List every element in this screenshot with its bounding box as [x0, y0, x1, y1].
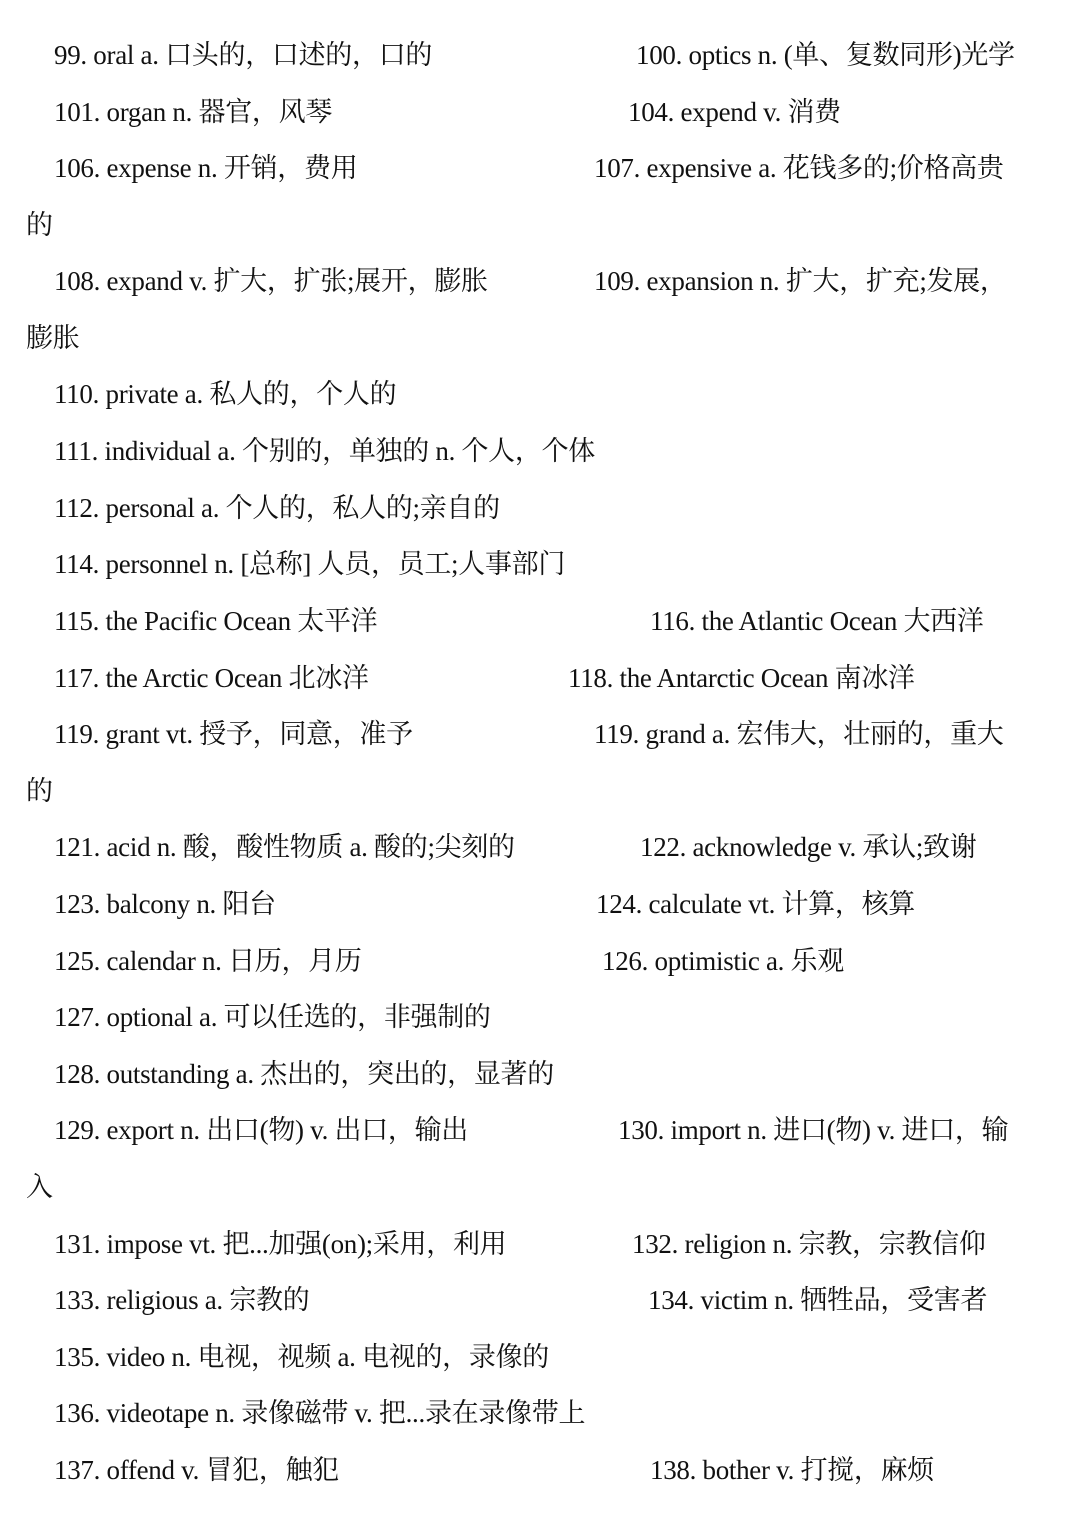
vocab-entry-101: 101. organ n. 器官，风琴: [54, 97, 333, 127]
vocab-entry-99: 99. oral a. 口头的，口述的，口的: [54, 40, 433, 70]
vocab-entry-110: 110. private a. 私人的，个人的: [54, 379, 397, 409]
vocab-entry-135: 135. video n. 电视，视频 a. 电视的，录像的: [54, 1342, 549, 1372]
vocab-entry-106: 106. expense n. 开销，费用: [54, 153, 358, 183]
vocab-entry-125: 125. calendar n. 日历，月历: [54, 946, 362, 976]
vocab-entry-108: 108. expand v. 扩大，扩张;展开，膨胀: [54, 266, 488, 296]
vocab-entry-119-grand-wrap: 的: [26, 776, 53, 806]
vocab-entry-117: 117. the Arctic Ocean 北冰洋: [54, 663, 369, 693]
vocab-entry-136: 136. videotape n. 录像磁带 v. 把...录在录像带上: [54, 1398, 586, 1428]
vocab-entry-134: 134. victim n. 牺牲品，受害者: [648, 1285, 988, 1315]
vocab-entry-127: 127. optional a. 可以任选的，非强制的: [54, 1002, 491, 1032]
vocab-entry-109-wrap: 膨胀: [26, 323, 80, 353]
vocab-entry-122: 122. acknowledge v. 承认;致谢: [640, 832, 977, 862]
vocab-entry-129: 129. export n. 出口(物) v. 出口，输出: [54, 1115, 469, 1145]
vocab-entry-138: 138. bother v. 打搅，麻烦: [650, 1455, 934, 1485]
vocab-entry-100: 100. optics n. (单、复数同形)光学: [636, 40, 1015, 70]
vocab-entry-107: 107. expensive a. 花钱多的;价格高贵: [594, 153, 1004, 183]
vocab-entry-112: 112. personal a. 个人的，私人的;亲自的: [54, 493, 500, 523]
vocab-entry-137: 137. offend v. 冒犯，触犯: [54, 1455, 339, 1485]
vocab-entry-109: 109. expansion n. 扩大，扩充;发展，: [594, 266, 1007, 296]
vocab-entry-131: 131. impose vt. 把...加强(on);采用，利用: [54, 1229, 507, 1259]
vocab-entry-119-grand: 119. grand a. 宏伟大，壮丽的，重大: [594, 719, 1004, 749]
vocab-entry-124: 124. calculate vt. 计算，核算: [596, 889, 915, 919]
vocab-entry-132: 132. religion n. 宗教，宗教信仰: [632, 1229, 986, 1259]
vocab-entry-128: 128. outstanding a. 杰出的，突出的，显著的: [54, 1059, 554, 1089]
vocab-entry-130: 130. import n. 进口(物) v. 进口，输: [618, 1115, 1009, 1145]
vocab-entry-114: 114. personnel n. [总称] 人员，员工;人事部门: [54, 549, 566, 579]
vocab-entry-118: 118. the Antarctic Ocean 南冰洋: [568, 663, 915, 693]
vocab-entry-116: 116. the Atlantic Ocean 大西洋: [650, 606, 984, 636]
vocab-entry-111: 111. individual a. 个别的，单独的 n. 个人，个体: [54, 436, 595, 466]
vocab-entry-126: 126. optimistic a. 乐观: [602, 946, 844, 976]
vocab-entry-104: 104. expend v. 消费: [628, 97, 841, 127]
vocab-entry-130-wrap: 入: [26, 1172, 53, 1202]
vocab-entry-115: 115. the Pacific Ocean 太平洋: [54, 606, 378, 636]
vocab-entry-121: 121. acid n. 酸，酸性物质 a. 酸的;尖刻的: [54, 832, 515, 862]
vocab-entry-133: 133. religious a. 宗教的: [54, 1285, 310, 1315]
vocab-entry-107-wrap: 的: [26, 210, 53, 240]
vocab-entry-123: 123. balcony n. 阳台: [54, 889, 276, 919]
vocab-entry-119-grant: 119. grant vt. 授予，同意，准予: [54, 719, 413, 749]
